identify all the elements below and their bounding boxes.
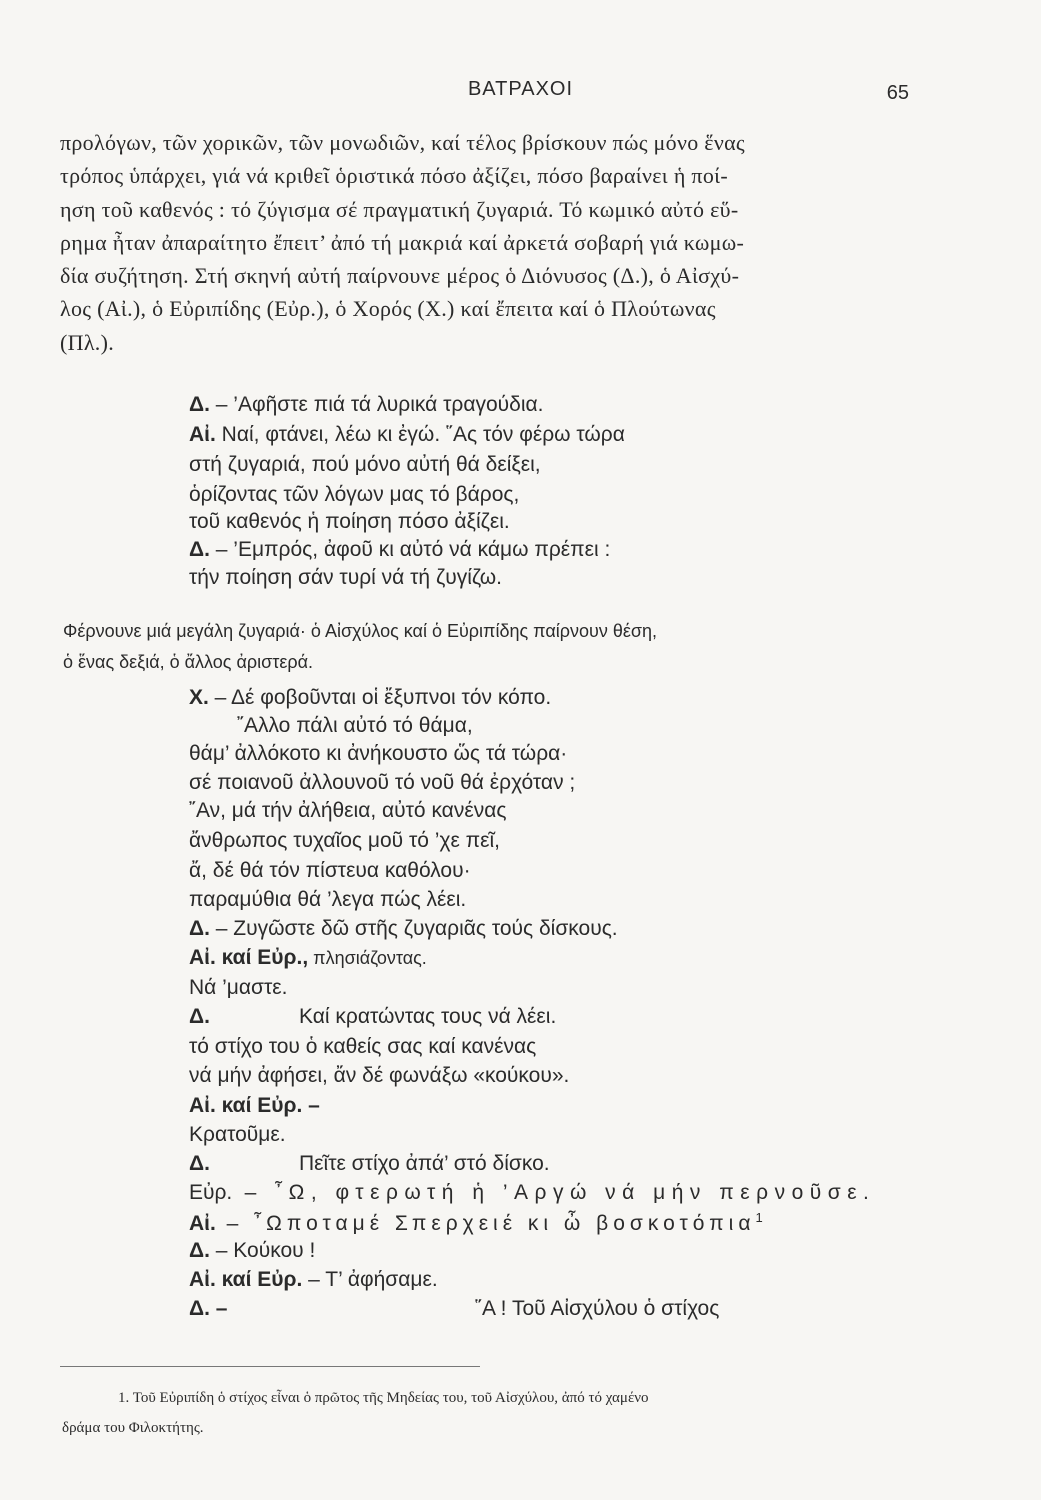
verse-line: παραμύθια θά ’λεγα πώς λέει. <box>189 888 467 911</box>
verse-line: νά μήν ἀφήσει, ἄν δέ φωνάξω «κούκου». <box>189 1064 570 1087</box>
speaker-label: Δ. <box>189 393 210 416</box>
speaker-label: Αἰ. καί Εὐρ. – <box>189 1094 320 1117</box>
speaker-label: Εὐρ. <box>189 1181 233 1204</box>
verse-line <box>189 686 551 710</box>
speaker-label: Δ. <box>189 1005 210 1028</box>
verse-line <box>189 1094 320 1118</box>
verse-line <box>189 1152 210 1176</box>
verse-line: Κρατοῦμε. <box>189 1123 286 1146</box>
speaker-label: Δ. – <box>189 1297 228 1320</box>
stage-direction-line: ὁ ἕνας δεξιά, ὁ ἄλλος ἀριστερά. <box>63 652 313 672</box>
verse-line: ἄ, δέ θά τόν πίστευα καθόλου· <box>189 859 471 882</box>
speaker-label: Αἰ. <box>189 1212 216 1235</box>
intro-line: ρημα ἦταν ἀπαραίτητο ἔπειτ’ ἀπό τή μακριά καί ἀρκετά σοβαρή γιά κωμω- <box>60 229 745 255</box>
verse-line <box>189 538 610 562</box>
stage-direction <box>63 616 943 678</box>
speaker-label: Αἰ. καί Εὐρ., <box>189 946 309 969</box>
speaker-label: Δ. <box>189 917 210 940</box>
verse-text: Ναί, φτάνει, λέω κι ἐγώ. ῞Ας τόν φέρω τώρα <box>215 423 625 446</box>
stage-direction-line: Φέρνουνε μιά μεγάλη ζυγαριά· ὁ Αἰσχύλος καί ὁ Εὐριπίδης παίρνουν θέση, <box>63 621 657 641</box>
intro-line: προλόγων, τῶν χορικῶν, τῶν μονωδιῶν, καί τέλος βρίσκουν πώς μόνο ἕνας <box>60 130 745 155</box>
verse-line: ἄνθρωπος τυχαῖος μοῦ τό ’χε πεῖ, <box>189 829 501 852</box>
verse-line <box>189 393 544 417</box>
verse-text: – ’Αφῆστε πιά τά λυρικά τραγούδια. <box>209 393 544 416</box>
speaker-label: Αἰ. καί Εὐρ. <box>189 1268 303 1291</box>
speaker-label: Αἰ. <box>189 423 216 446</box>
verse-line <box>189 1239 315 1263</box>
stage-note: πλησιάζοντας. <box>308 948 427 968</box>
verse-text: Πεῖτε στίχο ἀπά’ στό δίσκο. <box>299 1152 550 1175</box>
speaker-label: Δ. <box>189 1152 210 1175</box>
intro-line: λος (Αἰ.), ὁ Εὐριπίδης (Εὐρ.), ὁ Χορός (Χ.) καί ἔπειτα καί ὁ Πλούτωνας <box>60 296 716 322</box>
speaker-label: Δ. <box>189 538 210 561</box>
verse-line <box>189 1005 210 1029</box>
verse-line <box>189 917 618 941</box>
page-number: 65 <box>886 82 909 104</box>
verse-line <box>189 1268 438 1292</box>
speaker-label: Χ. <box>189 686 209 709</box>
verse-line: θάμ’ ἀλλόκοτο κι ἀνήκουστο ὥς τά τώρα· <box>189 742 568 765</box>
verse-line: τό στίχο του ὁ καθείς σας καί κανένας <box>189 1035 537 1058</box>
verse-line: σέ ποιανοῦ ἀλλουνοῦ τό νοῦ θά ἐρχόταν ; <box>189 771 576 794</box>
verse-line <box>189 1210 763 1236</box>
verse-text: ῞Α ! Τοῦ Αἰσχύλου ὁ στίχος <box>475 1297 720 1320</box>
footnote-line: 1. Τοῦ Εὐριπίδη ὁ στίχος εἶναι ὁ πρῶτος τῆς Μηδείας του, τοῦ Αἰσχύλου, ἀπό τό χαμένο <box>118 1390 649 1406</box>
verse-text: – Τ’ ἀφήσαμε. <box>302 1268 438 1291</box>
verse-line <box>189 1297 227 1321</box>
footnote-divider <box>60 1366 480 1367</box>
footnote <box>62 1383 942 1443</box>
verse-line: στή ζυγαριά, πού μόνο αὐτή θά δείξει, <box>189 453 541 476</box>
verse-line: Νά ’μαστε. <box>189 976 288 999</box>
verse-line: τήν ποίηση σάν τυρί νά τή ζυγίζω. <box>189 566 502 589</box>
intro-line: (Πλ.). <box>60 329 115 355</box>
verse-text: – ῏Ωποταμέ Σπερχειέ κι ὦ βοσκοτόπια <box>215 1212 756 1235</box>
intro-line: ηση τοῦ καθενός : τό ζύγισμα σέ πραγματική ζυγαριά. Τό κωμικό αὐτό εὕ- <box>60 196 739 222</box>
verse-line: ῎Αλλο πάλι αὐτό τό θάμα, <box>237 714 473 737</box>
verse-text: – Δέ φοβοῦνται οἱ ἔξυπνοι τόν κόπο. <box>208 686 552 709</box>
verse-line <box>189 423 625 447</box>
footnote-marker: 1 <box>755 1210 763 1225</box>
running-header-title: ΒΑΤΡΑΧΟΙ <box>467 78 574 100</box>
footnote-line: δράμα του Φιλοκτήτης. <box>62 1420 204 1436</box>
verse-text: – Κούκου ! <box>209 1239 316 1262</box>
speaker-label: Δ. <box>189 1239 210 1262</box>
verse-text: – ’Εμπρός, ἀφοῦ κι αὐτό νά κάμω πρέπει : <box>209 538 611 561</box>
verse-line <box>189 1181 875 1205</box>
verse-line: τοῦ καθενός ἡ ποίηση πόσο ἀξίζει. <box>189 510 510 533</box>
verse-line: ῎Αν, μά τήν ἀλήθεια, αὐτό κανένας <box>189 799 507 822</box>
verse-text: – Ζυγῶστε δῶ στῆς ζυγαριᾶς τούς δίσκους. <box>209 917 618 940</box>
verse-text: Καί κρατώντας τους νά λέει. <box>299 1005 557 1028</box>
intro-paragraph <box>60 126 922 359</box>
intro-line: τρόπος ὑπάρχει, γιά νά κριθεῖ ὁριστικά πόσο ἀξίζει, πόσο βαραίνει ἡ ποί- <box>60 163 728 189</box>
verse-text: – ῏Ω, φτερωτή ἡ ’Αργώ νά μήν περνοῦσε. <box>232 1181 876 1204</box>
verse-line: ὁρίζοντας τῶν λόγων μας τό βάρος, <box>189 483 520 506</box>
intro-line: δία συζήτηση. Στή σκηνή αὐτή παίρνουνε μέρος ὁ Διόνυσος (Δ.), ὁ Αἰσχύ- <box>60 263 740 289</box>
verse-line <box>189 946 427 970</box>
